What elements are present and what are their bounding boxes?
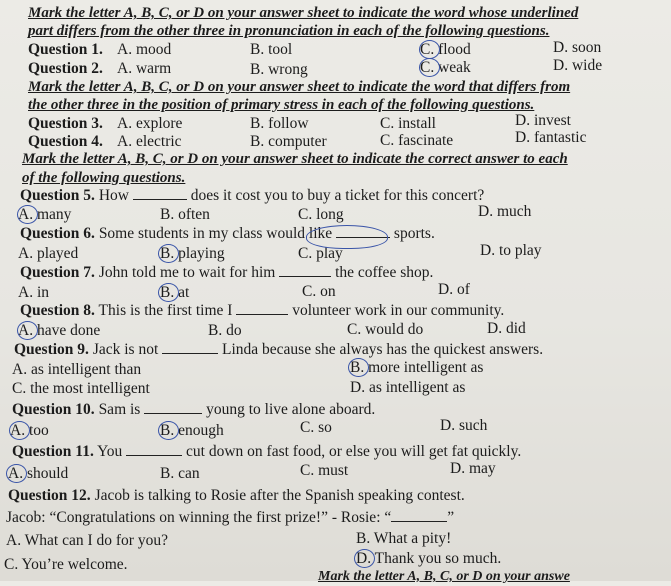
q11-option-a[interactable]: A. should (8, 465, 69, 482)
q1-option-c[interactable]: C. flood (420, 41, 471, 58)
bottom-instruction-cut: Mark the letter A, B, C, or D on your answe (318, 569, 570, 584)
q12-label: Question 12. (8, 487, 91, 504)
q5-stem-pre: How (98, 187, 129, 204)
q5-stem-post: does it cost you to buy a ticket for this concert? (190, 187, 485, 204)
q7-option-a[interactable]: A. in (18, 284, 49, 301)
q4-option-c[interactable]: C. fascinate (380, 132, 454, 149)
q6-option-a[interactable]: A. played (18, 245, 79, 262)
q6-label: Question 6. (20, 225, 95, 242)
section1-instruction-line2: part differs from the other three in pronunciation in each of the following questions. (28, 23, 550, 39)
q12-option-b[interactable]: B. What a pity! (356, 530, 452, 547)
section2-instruction-line2: the other three in the position of primary stress in each of the following questions. (28, 97, 535, 113)
q7-stem-pre: John told me to wait for him (98, 264, 276, 281)
q5-stem (20, 187, 484, 205)
q6-option-b[interactable]: B. playing (160, 245, 225, 262)
q11-option-c[interactable]: C. must (300, 462, 349, 479)
q7-stem-post: the coffee shop. (335, 264, 434, 281)
q2-option-c[interactable]: C. weak (420, 59, 471, 76)
q6-stem (20, 225, 435, 243)
q11-option-b[interactable]: B. can (160, 465, 200, 482)
q8-option-b[interactable]: B. do (208, 322, 242, 339)
q7-stem (20, 264, 433, 282)
q10-option-c[interactable]: C. so (300, 419, 332, 436)
q3-option-a[interactable]: A. explore (117, 115, 183, 132)
q4-option-d[interactable]: D. fantastic (515, 129, 587, 146)
q5-option-d[interactable]: D. much (478, 203, 532, 220)
q8-blank[interactable] (236, 314, 288, 315)
section3-instruction-line2: of the following questions. (22, 170, 186, 186)
q2-option-a[interactable]: A. warm (117, 60, 172, 77)
q1-option-b[interactable]: B. tool (250, 41, 293, 58)
q10-option-a[interactable]: A. too (10, 422, 49, 439)
q12-stem (8, 487, 465, 505)
q11-option-d[interactable]: D. may (450, 460, 496, 477)
q8-option-a[interactable]: A. have done (18, 322, 101, 339)
q12-blank[interactable] (391, 521, 447, 522)
q3-label: Question 3. (28, 115, 103, 132)
q2-option-b[interactable]: B. wrong (250, 61, 308, 78)
q12-dialogue (6, 509, 454, 527)
q7-blank[interactable] (279, 276, 331, 277)
q6-option-d[interactable]: D. to play (480, 242, 542, 259)
q2-option-d[interactable]: D. wide (553, 57, 603, 74)
q7-option-b[interactable]: B. at (160, 284, 190, 301)
q6-stem-pre: Some students in my class would like (98, 225, 333, 242)
q12-dialogue-post: ” (447, 509, 455, 526)
section3-instruction-line1: Mark the letter A, B, C, or D on your answer sheet to indicate the correct answer to each (22, 151, 568, 167)
q10-option-d[interactable]: D. such (440, 417, 488, 434)
q8-stem (20, 302, 504, 320)
q2-label: Question 2. (28, 60, 103, 77)
q12-stem-text: Jacob is talking to Rosie after the Spanish speaking contest. (94, 487, 465, 504)
q9-option-b[interactable]: B. more intelligent as (350, 359, 484, 376)
q11-label: Question 11. (12, 443, 94, 460)
q9-option-c[interactable]: C. the most intelligent (12, 380, 150, 397)
q11-stem (12, 443, 521, 461)
q4-option-a[interactable]: A. electric (117, 133, 182, 150)
q3-option-b[interactable]: B. follow (250, 115, 309, 132)
q10-stem (12, 401, 375, 419)
q10-blank[interactable] (144, 413, 202, 414)
q7-option-c[interactable]: C. on (302, 283, 336, 300)
q3-option-c[interactable]: C. install (380, 115, 436, 132)
q5-option-b[interactable]: B. often (160, 206, 210, 223)
q10-stem-pre: Sam is (98, 401, 141, 418)
q5-label: Question 5. (20, 187, 95, 204)
q7-option-d[interactable]: D. of (438, 281, 470, 298)
q10-stem-post: young to live alone aboard. (206, 401, 376, 418)
q11-stem-pre: You (97, 443, 123, 460)
q1-label: Question 1. (28, 41, 103, 58)
q12-option-d[interactable]: D. Thank you so much. (356, 550, 502, 567)
q6-stem-post: sports. (393, 225, 435, 242)
q9-label: Question 9. (14, 341, 89, 358)
q12-option-c[interactable]: C. You’re welcome. (4, 556, 128, 573)
q9-blank[interactable] (162, 353, 218, 354)
section1-instruction-line1: Mark the letter A, B, C, or D on your answer sheet to indicate the word whose underlined (28, 5, 579, 21)
q8-stem-pre: This is the first time I (98, 302, 233, 319)
q6-option-c[interactable]: C. play (298, 245, 343, 262)
q9-stem-post: Linda because she always has the quickest answers. (222, 341, 544, 358)
q12-dialogue-pre: Jacob: “Congratulations on winning the first prize!” - Rosie: “ (6, 509, 392, 526)
q4-label: Question 4. (28, 133, 103, 150)
q8-option-d[interactable]: D. did (487, 320, 526, 337)
q11-stem-post: cut down on fast food, or else you will get fat quickly. (186, 443, 522, 460)
q5-option-a[interactable]: A. many (18, 206, 72, 223)
q9-stem (14, 341, 543, 359)
q4-option-b[interactable]: B. computer (250, 133, 327, 150)
q6-blank[interactable] (336, 237, 390, 238)
q8-stem-post: volunteer work in our community. (292, 302, 505, 319)
q11-blank[interactable] (126, 455, 182, 456)
q9-option-a[interactable]: A. as intelligent than (12, 361, 142, 378)
q1-option-d[interactable]: D. soon (553, 39, 602, 56)
q9-option-d[interactable]: D. as intelligent as (350, 379, 466, 396)
q5-option-c[interactable]: C. long (298, 206, 344, 223)
q5-blank[interactable] (133, 199, 187, 200)
q10-label: Question 10. (12, 401, 95, 418)
q1-option-a[interactable]: A. mood (117, 41, 172, 58)
q3-option-d[interactable]: D. invest (515, 112, 571, 129)
q9-stem-pre: Jack is not (92, 341, 159, 358)
q12-option-a[interactable]: A. What can I do for you? (6, 532, 168, 549)
q10-option-b[interactable]: B. enough (160, 422, 224, 439)
section2-instruction-line1: Mark the letter A, B, C, or D on your answer sheet to indicate the word that differs from (28, 79, 571, 95)
q8-option-c[interactable]: C. would do (347, 321, 424, 338)
q7-label: Question 7. (20, 264, 95, 281)
q8-label: Question 8. (20, 302, 95, 319)
